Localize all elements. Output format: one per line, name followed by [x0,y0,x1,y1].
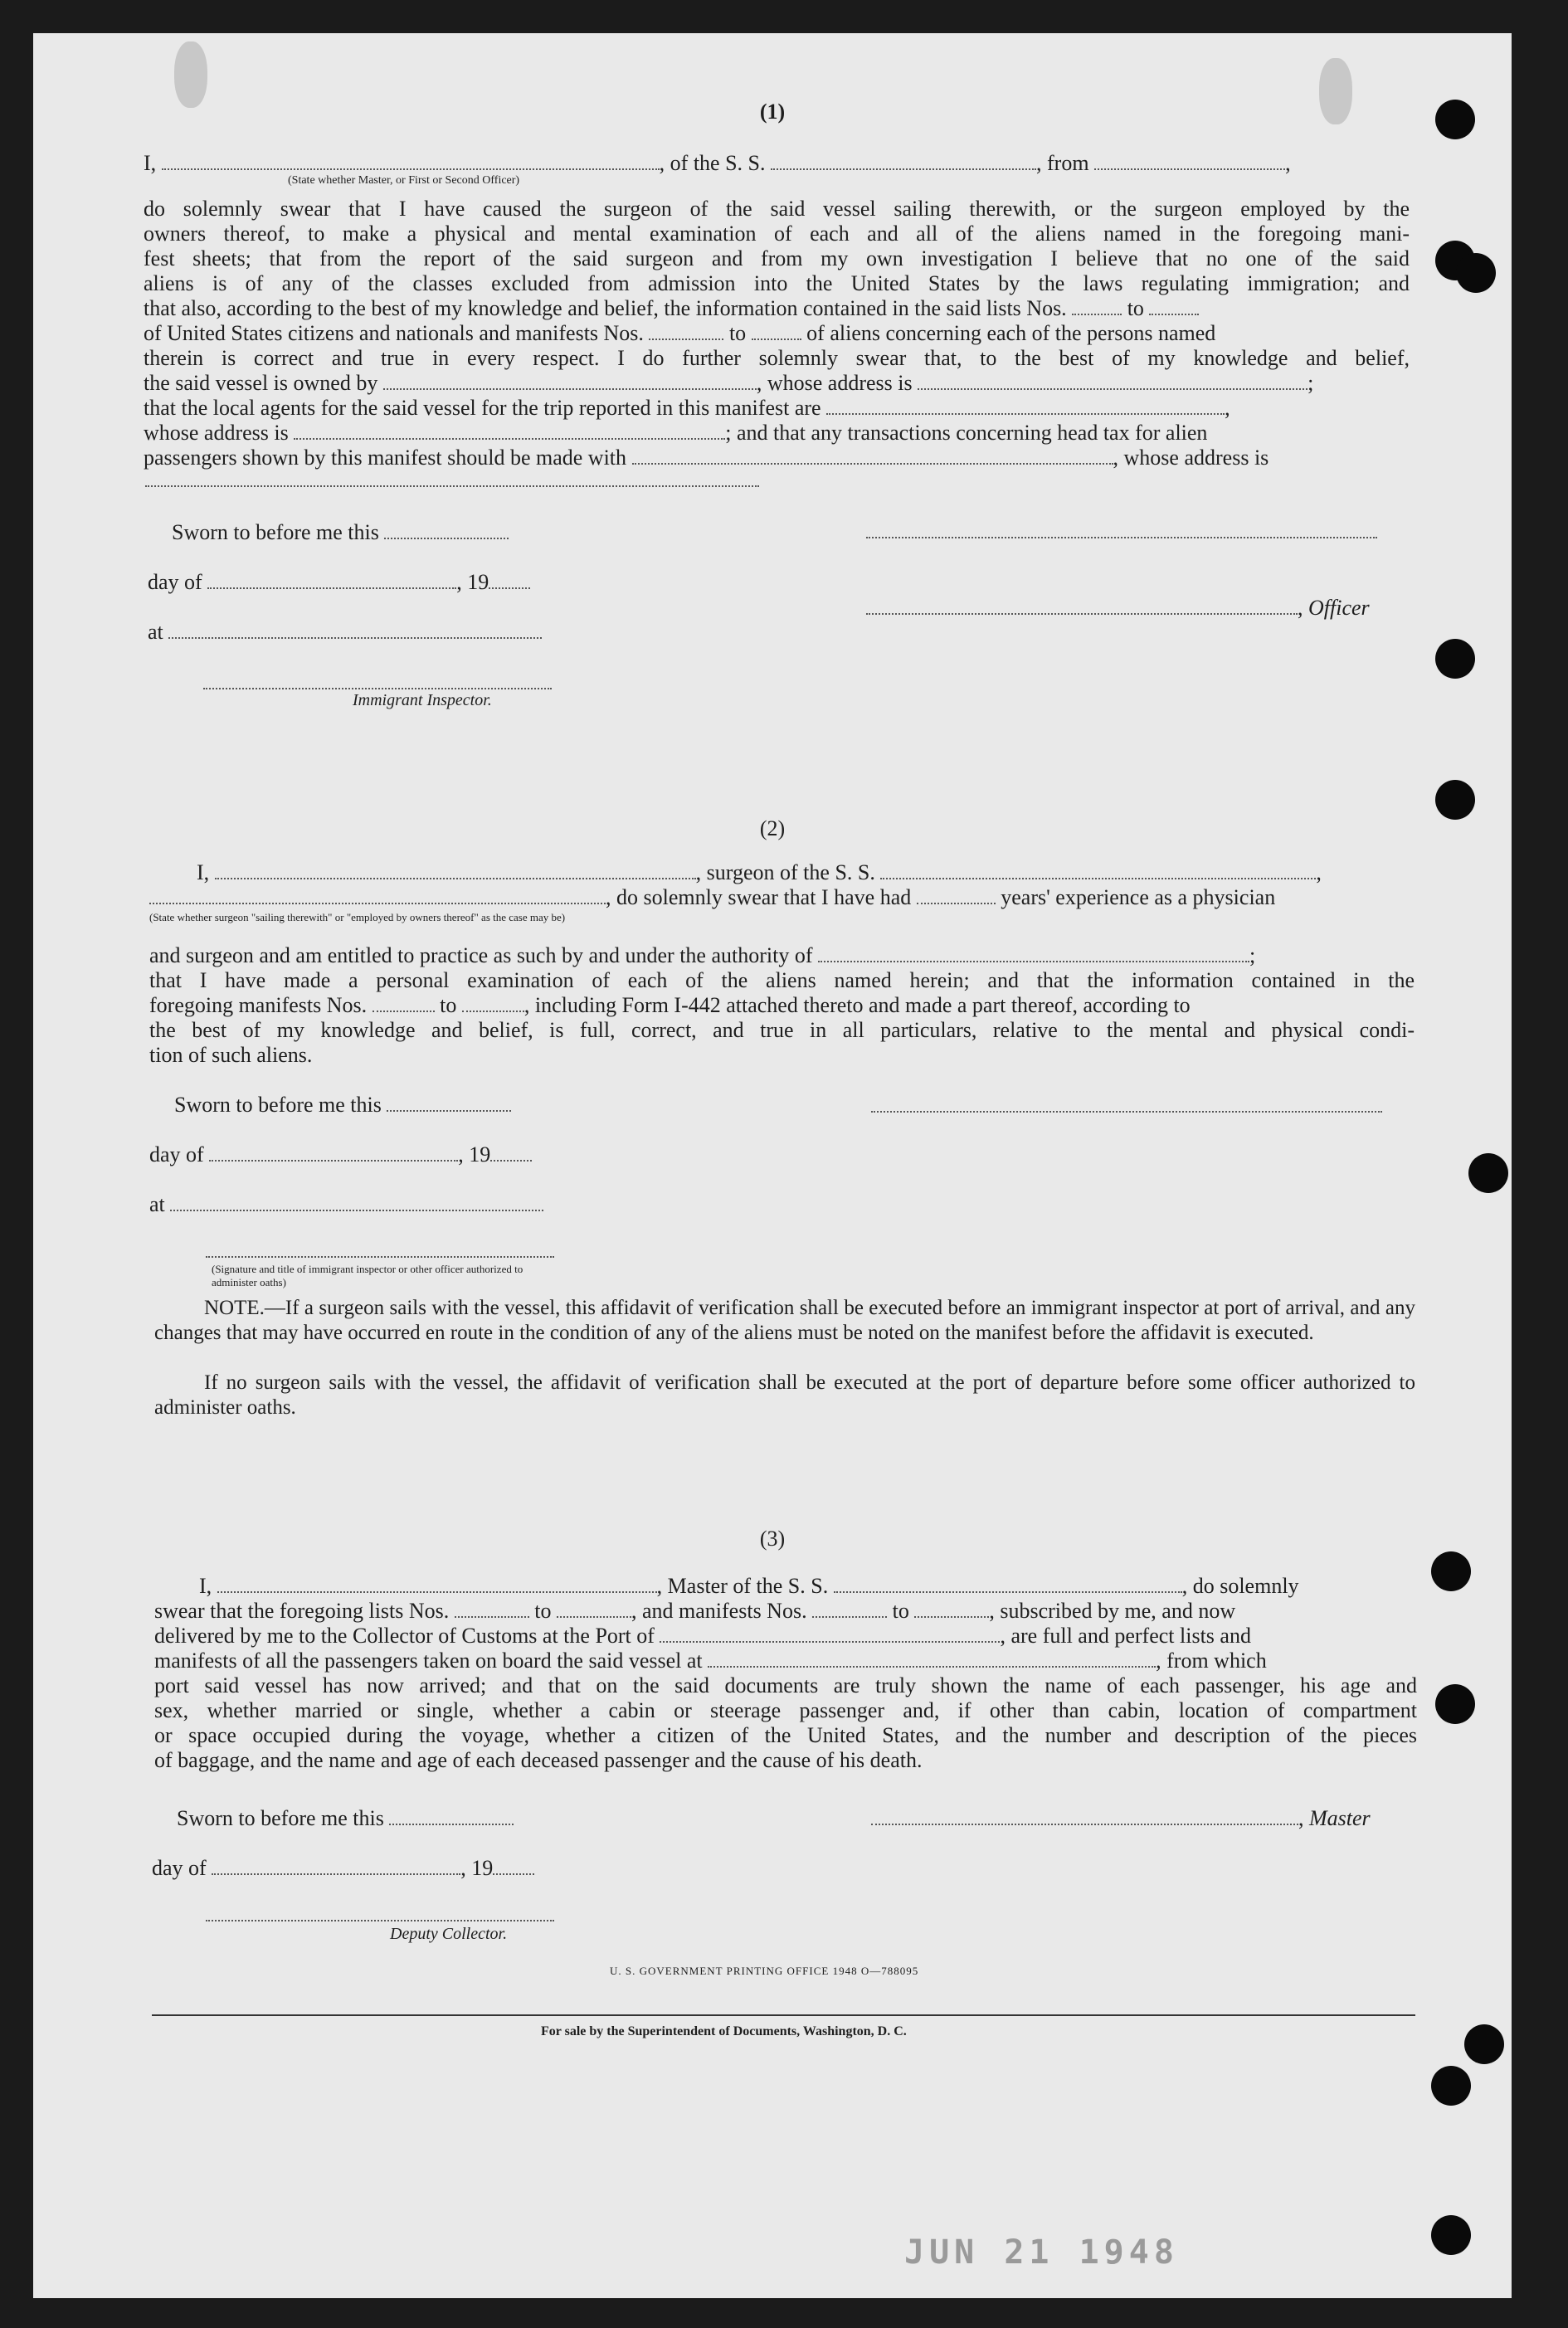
punch-hole [1435,639,1475,679]
printing-office-line: U. S. GOVERNMENT PRINTING OFFICE 1948 O—788095 [610,1965,919,1977]
s1-officer-line: , Officer [866,596,1370,621]
punch-hole [1431,2215,1471,2255]
s1-day-line: day of , 19 [148,570,530,595]
s1-signature-line [866,535,1377,538]
sale-footer: For sale by the Superintendent of Documents, Washington, D. C. [541,2024,907,2038]
punch-hole [1435,1684,1475,1724]
punch-hole [1431,2066,1471,2106]
s2-note: NOTE.—If a surgeon sails with the vessel, this affidavit of verification shall be executed before an immigrant inspector at port of arrival, and any changes that may have occurred en route in the condition of any of the aliens must be noted on the manifest before the affidavit is executed. [154,1297,1415,1344]
form-page: (1) I, , of the S. S. , from , (State whether Master, or First or Second Officer) do solemnly swear that I have caused the surgeon of the said vessel sailing therewith, or the surgeon employed by the owners thereof, to make a physical and mental examination of each and all of the aliens named in the foregoing mani- fest sheets; that from the report of the said surgeon and from my own investigation I believe that no one of the said aliens is of any of the classes excluded from admission into the United States by the laws regulating immigration; and that also, according to the best of my knowledge and belief, the information contained in the said lists Nos. to of United States citizens and nationals and manifests Nos. to of aliens concerning each of the persons named therein is correct and true in every respect. I do further solemnly swear that, to the best of my knowledge and belief, the said vessel is owned by , whose address is ; that the local agents for the said vessel for the trip reported in this manifest are , whose address is ; and that any transactions concerning head tax for alien passengers shown by this manifest should be made with , whose address is Sworn to before me this day of , 19 , Officer at Immigrant Inspector. (2) I, , surgeon of the S. S. , , do solemnly swear that I have had years' experience as a physician (State whether surgeon "sailing therewith" or "employed by owners thereof" as the case may be) and surgeon and am entitled to practice as such by and under the authority of ; that I have made a personal examination of each of the aliens named herein; and that the information contained in the foregoing manifests Nos. to , including Form I-442 attached thereto and made a part thereof, according to the best of my knowledge and belief, is full, correct, and true in all particulars, relative to the mental and physical condi- tion of such aliens. Sworn to before me this day of , 19 at (Signature and title of immigrant inspector or other officer authorized to administer oaths) NOTE.—If a surgeon sails with the vessel, this affidavit of verification shall be executed before an immigrant inspector at port of arrival, and any changes that may have occurred en route in the condition of any of the aliens must be noted on the manifest before the affidavit is executed. If no surgeon sails with the vessel, the affidavit of verification shall be executed at the port of departure before some officer authorized to administer oaths. (3) I, , Master of the S. S. , do solemnly swear that the foregoing lists Nos. to , and manifests Nos. to , subscribed by me, and now delivered by me to the Collector of Customs at the Port of , are full and perfect lists and manifests of all the passengers taken on board the said vessel at , from which port said vessel has now arrived; and that on the said documents are truly shown the name of each passenger, his age and sex, whether married or single, whether a cabin or steerage passenger and, if other than cabin, location of compartment or space occupied during the voyage, whether a citizen of the United States, and the number and description of the pieces of baggage, and the name and age of each deceased passenger and the cause of his death. Sworn to before me this , Master day of , 19 Deputy Collector. U. S. GOVERNMENT PRINTING OFFICE 1948 O—788095 For sale by the Superintendent of Documents, Washington, D. C. JUN 21 1948 [33,33,1512,2298]
punch-hole [1468,1153,1508,1193]
s2-hint-surgeon: (State whether surgeon "sailing therewith" or "employed by owners thereof" as the case may be) [149,911,566,923]
s1-line-1: I, , of the S. S. , from , [144,151,1291,175]
s1-hint-officer: (State whether Master, or First or Second Officer) [288,174,520,187]
section-1-heading: (1) [759,100,786,124]
ink-smudge [174,41,207,108]
section-3-heading: (3) [759,1527,786,1551]
punch-hole [1464,2024,1504,2064]
section-2-heading: (2) [759,816,786,840]
s1-text: do solemnly swear that I have caused the surgeon of the said vessel sailing therewith, or the surgeon employed by the [144,197,1410,221]
punch-hole [1435,780,1475,820]
s1-inspector-caption: Immigrant Inspector. [353,691,492,709]
s1-at-line: at [148,620,542,645]
s2-caption: (Signature and title of immigrant inspector or other officer authorized to administer oaths) [212,1263,523,1288]
s2-note-2: If no surgeon sails with the vessel, the affidavit of verification shall be executed at the port of departure before some officer authorized to administer oaths. [154,1371,1415,1419]
s1-sworn-line: Sworn to before me this [172,520,509,545]
date-stamp: JUN 21 1948 [904,2233,1179,2272]
punch-hole [1431,1551,1471,1591]
punch-hole [1456,253,1496,293]
s3-deputy-caption: Deputy Collector. [390,1925,508,1943]
